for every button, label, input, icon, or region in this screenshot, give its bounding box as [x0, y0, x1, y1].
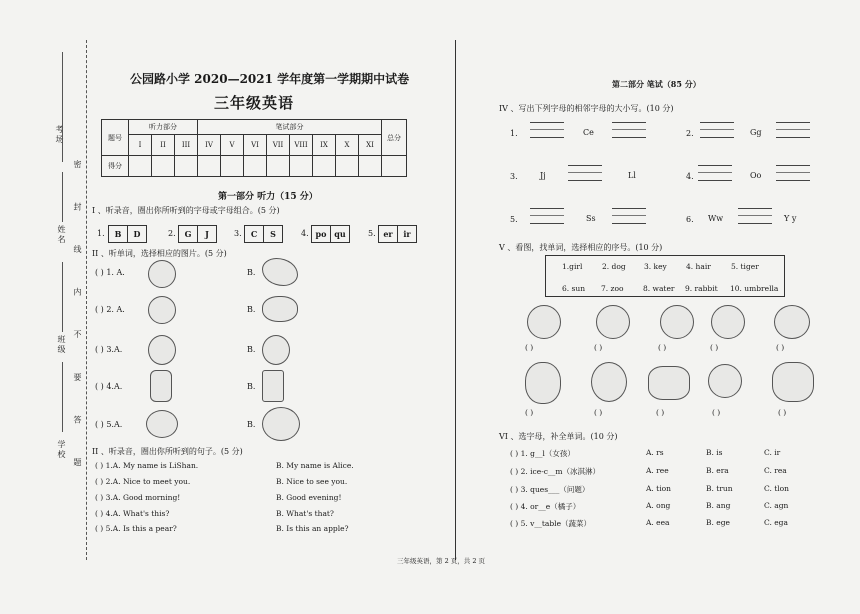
q1-box-5[interactable] — [378, 225, 417, 243]
q1-title: I 、听录音，圈出你所听到的字母或字母组合。(5 分) — [92, 206, 280, 215]
word-item: 2. dog — [602, 262, 626, 271]
q6-option-a: A. ong — [646, 501, 671, 510]
q2-item-right: B. — [247, 382, 256, 391]
score-cell[interactable] — [198, 156, 221, 177]
girl-face-icon — [148, 335, 176, 365]
sidebar-blank — [62, 262, 63, 332]
q4-num: 2. — [686, 129, 694, 138]
word-item: 10. umbrella — [730, 284, 779, 293]
defen-cell: 得分 — [102, 156, 129, 177]
listening-header: 听力部分 — [129, 120, 198, 135]
letter-option[interactable]: G — [179, 226, 198, 242]
q2-item-right: B. — [247, 305, 256, 314]
letter-option[interactable]: S — [270, 229, 276, 239]
letter-option[interactable]: J — [205, 229, 209, 239]
binding-line — [86, 40, 87, 560]
school-label: 学校 — [57, 440, 66, 460]
q1-box-3[interactable] — [244, 225, 283, 243]
q6-option-b: B. ege — [706, 518, 730, 527]
numeral-cell: IX — [313, 135, 336, 156]
q6-title: VI 、选字母，补全单词。(10 分) — [499, 432, 618, 441]
tiger-icon — [648, 366, 690, 400]
letter-option[interactable]: qu — [334, 229, 346, 239]
q6-option-c: C. agn — [764, 501, 789, 510]
q6-question: ( ) 1. g__l（女孩） — [510, 449, 575, 458]
write-line[interactable] — [530, 208, 564, 224]
word-item: 3. key — [644, 262, 667, 271]
q3-option-b: B. Is this an apple? — [276, 524, 349, 533]
q3-option-b: B. Nice to see you. — [276, 477, 348, 486]
score-cell[interactable] — [129, 156, 152, 177]
q4-letter: Ss — [586, 214, 596, 223]
q6-option-c: C. ir — [764, 448, 781, 457]
seal-text: 密 封 线 内 不 要 答 题 — [73, 160, 82, 482]
q6-option-b: B. is — [706, 448, 723, 457]
boy-face-icon — [262, 335, 290, 365]
letter-option[interactable]: er — [379, 226, 398, 242]
q2-item-right: B. — [247, 420, 256, 429]
letter-option[interactable]: B — [109, 226, 128, 242]
grapes-icon — [262, 407, 300, 441]
q4-letter: Y y — [784, 214, 797, 223]
rabbit-icon — [772, 362, 814, 402]
q2-title: II 、听单词，选择相应的图片。(5 分) — [92, 249, 227, 258]
answer-paren[interactable]: ( ) — [778, 408, 787, 417]
q1-box-4[interactable] — [311, 225, 350, 243]
q4-letter: Gg — [750, 128, 762, 137]
letter-option[interactable]: po — [312, 226, 331, 242]
juice-icon — [150, 370, 172, 402]
numeral-cell: VII — [267, 135, 290, 156]
numeral-cell: IV — [198, 135, 221, 156]
numeral-cell: VIII — [290, 135, 313, 156]
q3-option-b: B. Good evening! — [276, 493, 342, 502]
word-item: 8. water — [643, 284, 675, 293]
q6-question: ( ) 4. or__e（橘子） — [510, 502, 581, 511]
q4-letter: Ce — [583, 128, 594, 137]
write-line[interactable] — [612, 208, 646, 224]
part1-title: 第一部分 听力（15 分） — [218, 192, 318, 202]
q3-option-a: ( ) 5.A. Is this a pear? — [95, 524, 177, 533]
q6-option-b: B. ang — [706, 501, 731, 510]
page-footer: 三年级英语，第 2 页，共 2 页 — [397, 557, 486, 565]
q4-letter: Ww — [708, 214, 724, 223]
q2-item-left: ( ) 1. A. — [95, 268, 125, 277]
write-line[interactable] — [612, 122, 646, 138]
q2-item-left: ( ) 2. A. — [95, 305, 125, 314]
apple-icon — [148, 260, 176, 288]
numeral-cell: V — [221, 135, 244, 156]
q4-title: IV 、写出下列字母的相邻字母的大小写。(10 分) — [499, 104, 674, 113]
answer-paren[interactable]: ( ) — [525, 343, 534, 352]
answer-paren[interactable]: ( ) — [656, 408, 665, 417]
q4-letter: Ll — [628, 171, 636, 180]
score-cell[interactable] — [336, 156, 359, 177]
q4-letter: Oo — [750, 171, 762, 180]
word-item: 4. hair — [686, 262, 711, 271]
q4-num: 1. — [510, 129, 518, 138]
q6-question: ( ) 5. v__table（蔬菜） — [510, 519, 592, 528]
writing-header: 笔试部分 — [198, 120, 382, 135]
q6-option-c: C. ega — [764, 518, 788, 527]
q2-item-right: B. — [247, 345, 256, 354]
page-divider — [455, 40, 456, 560]
class-label: 班级 — [57, 335, 66, 355]
word-item: 9. rabbit — [685, 284, 718, 293]
score-cell[interactable] — [290, 156, 313, 177]
q3-option-a: ( ) 3.A. Good morning! — [95, 493, 181, 502]
sidebar-blank — [62, 52, 63, 162]
answer-paren[interactable]: ( ) — [776, 343, 785, 352]
q6-option-a: A. ree — [646, 466, 669, 475]
subject-title: 三年级英语 — [214, 94, 295, 112]
q6-option-a: A. eea — [646, 518, 670, 527]
answer-paren[interactable]: ( ) — [594, 343, 603, 352]
q3-option-b: B. What's that? — [276, 509, 334, 518]
q3-option-a: ( ) 1.A. My name is LiShan. — [95, 461, 199, 470]
q6-option-c: C. tlon — [764, 484, 789, 493]
sidebar-blank — [62, 362, 63, 432]
milk-icon — [262, 370, 284, 402]
write-line[interactable] — [700, 122, 734, 138]
name-label: 姓名 — [57, 225, 66, 245]
score-cell[interactable] — [359, 156, 382, 177]
score-cell[interactable] — [152, 156, 175, 177]
q1-box-2[interactable] — [178, 225, 217, 243]
part2-title: 第二部分 笔试（85 分） — [612, 79, 701, 89]
answer-paren[interactable]: ( ) — [710, 343, 719, 352]
numeral-cell: X — [336, 135, 359, 156]
write-line[interactable] — [776, 122, 810, 138]
sun-icon — [711, 305, 745, 339]
dog-icon — [591, 362, 627, 402]
score-cell[interactable] — [244, 156, 267, 177]
letter-option[interactable]: C — [245, 226, 264, 242]
q4-letter: Jj — [540, 171, 546, 180]
q1-num: 1. — [97, 229, 105, 238]
q6-option-a: A. rs — [646, 448, 664, 457]
q3-title: II 、听录音，圈出你所听到的句子。(5 分) — [92, 447, 243, 456]
q2-item-left: ( ) 5.A. — [95, 420, 123, 429]
q6-option-b: B. era — [706, 466, 729, 475]
score-cell[interactable] — [382, 156, 407, 177]
q6-option-a: A. tion — [646, 484, 671, 493]
word-item: 6. sun — [562, 284, 586, 293]
numeral-cell: XI — [359, 135, 382, 156]
q4-num: 5. — [510, 215, 518, 224]
q3-option-b: B. My name is Alice. — [276, 461, 354, 470]
q4-num: 3. — [510, 172, 518, 181]
write-line[interactable] — [738, 208, 772, 224]
q5-title: V 、看图，找单词，选择相应的序号。(10 分) — [499, 243, 663, 252]
fish-icon — [262, 296, 298, 322]
zoo-icon — [774, 305, 810, 339]
write-line[interactable] — [698, 165, 732, 181]
score-table — [101, 119, 407, 177]
q1-box-1[interactable] — [108, 225, 147, 243]
total-header: 总分 — [382, 120, 407, 156]
answer-paren[interactable]: ( ) — [594, 408, 603, 417]
score-cell[interactable] — [313, 156, 336, 177]
numeral-cell: II — [152, 135, 175, 156]
q6-option-c: C. rea — [764, 466, 787, 475]
numeral-cell: III — [175, 135, 198, 156]
key-icon — [596, 305, 630, 339]
bird-icon — [148, 296, 176, 324]
letter-option[interactable]: D — [133, 229, 141, 239]
q6-question: ( ) 3. ques___（问题） — [510, 485, 590, 494]
write-line[interactable] — [530, 122, 564, 138]
q4-num: 4. — [686, 172, 694, 181]
word-item: 1.girl — [562, 262, 583, 271]
score-cell[interactable] — [267, 156, 290, 177]
score-cell[interactable] — [175, 156, 198, 177]
numeral-cell: I — [129, 135, 152, 156]
cake-icon — [146, 410, 178, 438]
hair-icon — [525, 362, 561, 404]
q3-option-a: ( ) 2.A. Nice to meet you. — [95, 477, 191, 486]
q6-option-b: B. trun — [706, 484, 733, 493]
write-line[interactable] — [568, 165, 602, 181]
q1-num: 2. — [168, 229, 176, 238]
score-cell[interactable] — [221, 156, 244, 177]
q2-item-left: ( ) 4.A. — [95, 382, 123, 391]
girl-icon — [527, 305, 561, 339]
answer-paren[interactable]: ( ) — [712, 408, 721, 417]
pear-icon — [262, 258, 298, 286]
write-line[interactable] — [776, 165, 810, 181]
q1-num: 3. — [234, 229, 242, 238]
word-item: 5. tiger — [731, 262, 759, 271]
tihao-cell: 题号 — [102, 120, 129, 156]
letter-option[interactable]: ir — [403, 229, 411, 239]
q2-item-left: ( ) 3.A. — [95, 345, 123, 354]
q6-question: ( ) 2. ice-c__m（冰淇淋） — [510, 467, 601, 476]
q4-num: 6. — [686, 215, 694, 224]
word-item: 7. zoo — [601, 284, 624, 293]
q3-option-a: ( ) 4.A. What's this? — [95, 509, 170, 518]
answer-paren[interactable]: ( ) — [658, 343, 667, 352]
answer-paren[interactable]: ( ) — [525, 408, 534, 417]
kaochang-label: 考场 — [55, 125, 64, 145]
school-title: 公园路小学 2020—2021 学年度第一学期期中试卷 — [130, 72, 410, 86]
q1-num: 4. — [301, 229, 309, 238]
q2-item-right: B. — [247, 268, 256, 277]
numeral-cell: VI — [244, 135, 267, 156]
sidebar-blank — [62, 172, 63, 222]
umbrella-icon — [708, 364, 742, 398]
q1-num: 5. — [368, 229, 376, 238]
water-icon — [660, 305, 694, 339]
